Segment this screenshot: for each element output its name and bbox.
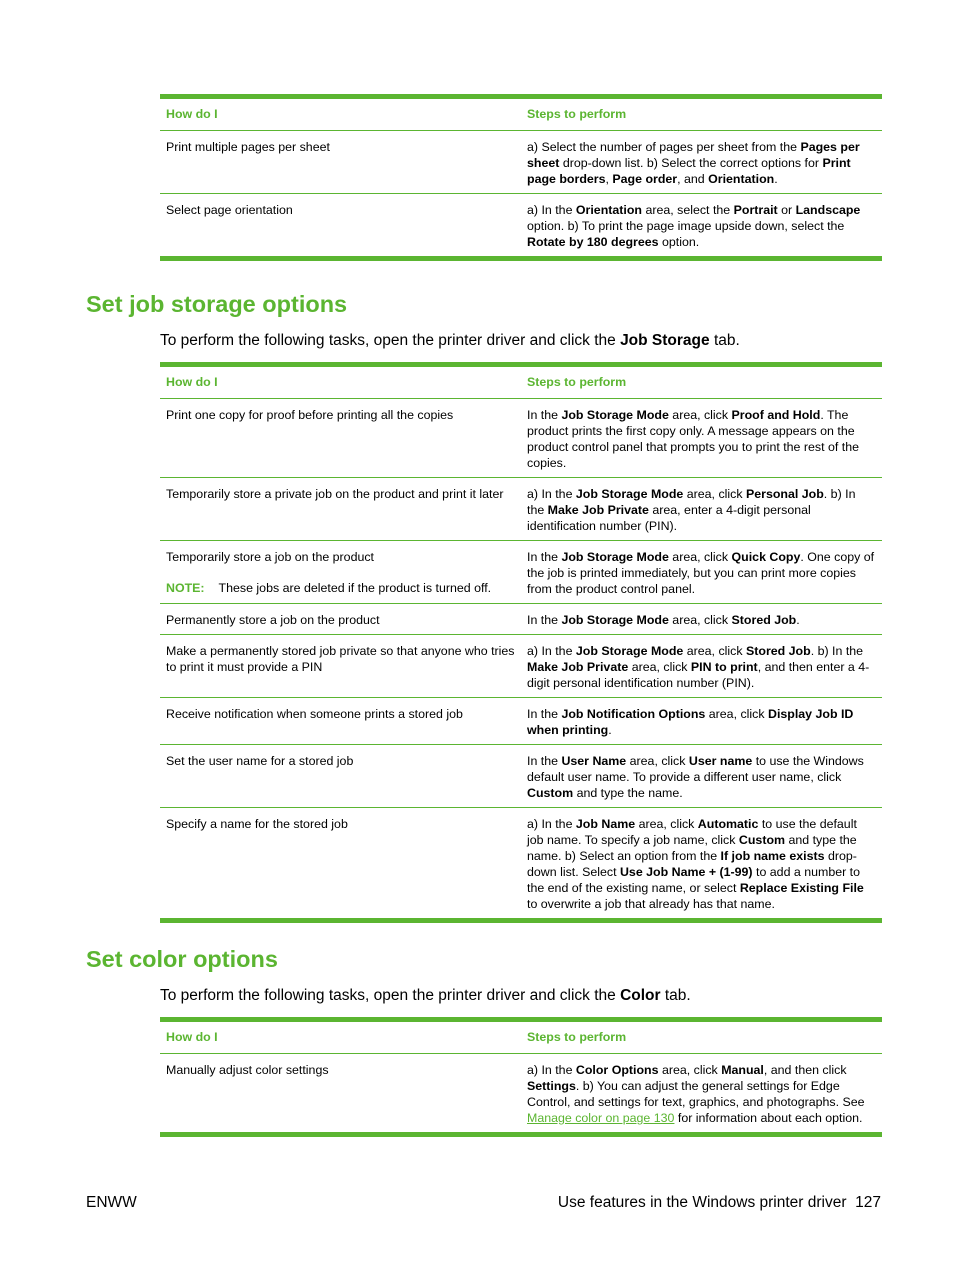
task-text: Temporarily store a private job on the product and print it later xyxy=(166,487,504,501)
bold-term: Print page borders xyxy=(527,156,851,186)
table-row xyxy=(160,744,882,807)
note-text: These jobs are deleted if the product is turned off. xyxy=(218,581,492,595)
task-cell xyxy=(160,808,521,918)
footer-right xyxy=(558,1193,881,1213)
task-text: Print multiple pages per sheet xyxy=(166,140,330,154)
cross-reference-link[interactable]: Manage color on page 130 xyxy=(527,1111,675,1125)
steps-cell: a) In the Orientation area, select the Portrait or Landscape option. b) To print the page image upside down, select the Rotate by 180 degrees option. xyxy=(527,203,861,249)
steps-cell: a) In the Job Storage Mode area, click Stored Job. b) In the Make Job Private area, click PIN to print, and then enter a 4-digit personal identification number (PIN). xyxy=(527,644,870,690)
bold-term: Quick Copy xyxy=(731,550,801,564)
bold-term: Stored Job xyxy=(731,613,797,627)
steps-cell: In the Job Storage Mode area, click Proof and Hold. The product prints the first copy only. A message appears on the product control panel that prompts you to print the rest of the copies. xyxy=(527,408,859,470)
bold-term: Automatic xyxy=(697,817,759,831)
task-text: Print one copy for proof before printing all the copies xyxy=(166,408,454,422)
task-cell xyxy=(160,745,521,807)
task-text: Permanently store a job on the product xyxy=(166,613,380,627)
column-header-how-do-i: How do I xyxy=(166,1030,218,1044)
table-row xyxy=(160,807,882,918)
task-text: Make a permanently stored job private so that anyone who tries to print it must provide a PIN xyxy=(166,644,515,674)
table-row xyxy=(160,697,882,744)
bold-term: Portrait xyxy=(733,203,778,217)
bold-term: Custom xyxy=(527,786,574,800)
task-text: Set the user name for a stored job xyxy=(166,754,354,768)
bold-term: Job Storage Mode xyxy=(561,550,669,564)
bold-term: Manual xyxy=(721,1063,764,1077)
task-cell xyxy=(160,604,521,634)
task-cell xyxy=(160,478,521,540)
task-cell xyxy=(160,698,521,744)
steps-cell: In the Job Notification Options area, click Display Job ID when printing. xyxy=(527,707,854,737)
bold-term: Job Storage Mode xyxy=(561,613,669,627)
bold-term: Pages per sheet xyxy=(527,140,860,170)
task-text: Specify a name for the stored job xyxy=(166,817,348,831)
bold-term: Job Storage Mode xyxy=(561,408,669,422)
bold-term: Settings xyxy=(527,1079,576,1093)
bold-term: Job Storage Mode xyxy=(575,644,684,658)
steps-cell: a) Select the number of pages per sheet from the Pages per sheet drop-down list. b) Select the correct options for Print page borders, Page order, and Orientation. xyxy=(527,140,860,186)
bold-term: Custom xyxy=(738,833,786,847)
column-header-steps: Steps to perform xyxy=(527,1030,627,1044)
table-row xyxy=(160,477,882,540)
task-cell xyxy=(160,194,521,256)
bold-term: User Name xyxy=(561,754,627,768)
task-cell xyxy=(160,1054,521,1132)
table-row xyxy=(160,634,882,697)
job-storage-intro: To perform the following tasks, open the printer driver and click the Job Storage tab. xyxy=(160,332,740,349)
section-heading-color: Set color options xyxy=(86,946,278,972)
table-row xyxy=(160,399,882,477)
table-header-row xyxy=(160,1022,882,1054)
section-heading-job-storage: Set job storage options xyxy=(86,291,348,317)
print-options-table xyxy=(160,94,882,261)
column-header-steps: Steps to perform xyxy=(527,375,627,389)
bold-term: PIN to print xyxy=(690,660,758,674)
note xyxy=(166,580,515,596)
table-header-row xyxy=(160,99,882,131)
page-number: 127 xyxy=(855,1194,881,1211)
table-row xyxy=(160,1054,882,1132)
bold-term: Orientation xyxy=(575,203,642,217)
footer-left: ENWW xyxy=(86,1194,137,1211)
column-header-how-do-i: How do I xyxy=(166,107,218,121)
bold-term: Rotate by 180 degrees xyxy=(527,235,659,249)
bold-term: Use Job Name + (1-99) xyxy=(619,865,753,879)
bold-term: Make Job Private xyxy=(527,660,629,674)
bold-term: If job name exists xyxy=(720,849,825,863)
bold-term: Job Name xyxy=(575,817,636,831)
bold-term: Color Options xyxy=(575,1063,659,1077)
steps-cell: In the Job Storage Mode area, click Quick Copy. One copy of the job is printed immediately, but you can print more copies from the product control panel. xyxy=(527,550,875,596)
steps-cell: a) In the Job Name area, click Automatic to use the default job name. To specify a job name, click Custom and type the name. b) Select an option from the If job name exists drop-down list. Select Use Job Name + (1-99) to add a number to the end of the existing name, or select Replace Existing File to overwrite a job that already has that name. xyxy=(527,817,864,911)
table-row xyxy=(160,540,882,603)
job-storage-table xyxy=(160,362,882,923)
bold-term: Stored Job xyxy=(745,644,811,658)
color-table xyxy=(160,1017,882,1137)
steps-cell: In the Job Storage Mode area, click Stored Job. xyxy=(527,613,800,627)
task-text: Temporarily store a job on the product xyxy=(166,550,374,564)
column-header-steps: Steps to perform xyxy=(527,107,627,121)
table-row xyxy=(160,193,882,256)
bold-term: Job Notification Options xyxy=(561,707,706,721)
bold-term: Orientation xyxy=(708,172,775,186)
column-header-how-do-i: How do I xyxy=(166,375,218,389)
bold-term: Landscape xyxy=(795,203,861,217)
note-label: NOTE: xyxy=(166,581,205,595)
bold-term: Display Job ID when printing xyxy=(527,707,854,737)
table-header-row xyxy=(160,367,882,399)
task-cell xyxy=(160,399,521,477)
table-row xyxy=(160,131,882,193)
bold-term: Replace Existing File xyxy=(739,881,864,895)
bold-term: Job Storage Mode xyxy=(575,487,684,501)
bold-term: Make Job Private xyxy=(547,503,649,517)
steps-cell: a) In the Job Storage Mode area, click Personal Job. b) In the Make Job Private area, enter a 4-digit personal identification number (PIN). xyxy=(527,487,856,533)
bold-term: Proof and Hold xyxy=(731,408,821,422)
bold-term: Job Storage xyxy=(620,332,710,349)
steps-cell: a) In the Color Options area, click Manual, and then click Settings. b) You can adjust the general settings for Edge Control, and settings for text, graphics, and photographs. See Manage color on page 130 for information about each option. xyxy=(527,1063,865,1125)
footer-title: Use features in the Windows printer driver xyxy=(557,1194,847,1211)
task-text: Manually adjust color settings xyxy=(166,1063,329,1077)
task-cell xyxy=(160,635,521,697)
color-intro: To perform the following tasks, open the printer driver and click the Color tab. xyxy=(160,987,691,1004)
task-text: Receive notification when someone prints a stored job xyxy=(166,707,463,721)
task-cell xyxy=(160,131,521,193)
task-cell xyxy=(160,541,521,603)
bold-term: Color xyxy=(620,987,661,1004)
table-row xyxy=(160,603,882,634)
bold-term: Personal Job xyxy=(745,487,824,501)
bold-term: Page order xyxy=(612,172,678,186)
task-text: Select page orientation xyxy=(166,203,293,217)
steps-cell: In the User Name area, click User name to use the Windows default user name. To provide a different user name, click Custom and type the name. xyxy=(527,754,864,800)
bold-term: User name xyxy=(688,754,753,768)
